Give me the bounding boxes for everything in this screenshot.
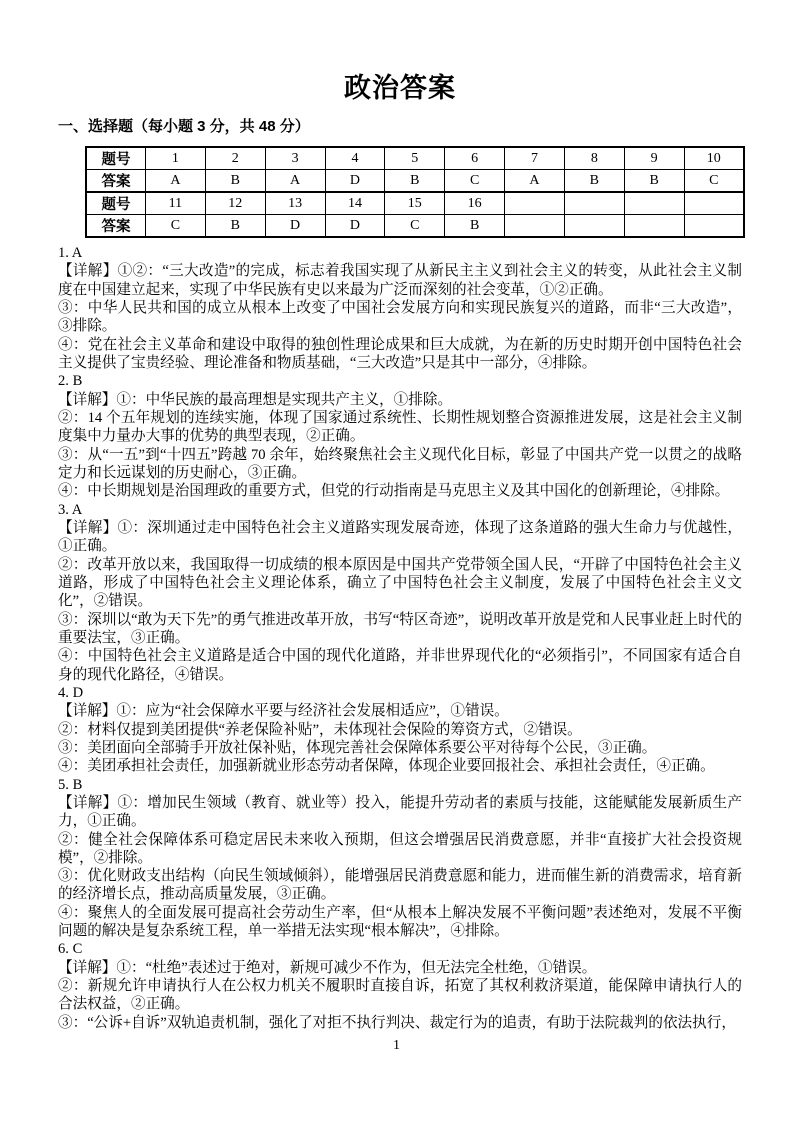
table-cell: 1 — [146, 147, 206, 170]
table-cell: B — [205, 170, 265, 193]
table-cell: B — [205, 215, 265, 238]
table-cell: D — [325, 170, 385, 193]
explanation-paragraph: ③：中华人民共和国的成立从根本上改变了中国社会发展方向和实现民族复兴的道路，而非“三大改造”，③排除。 — [58, 299, 742, 335]
explanation-paragraph: 【详解】①②：“三大改造”的完成，标志着我国实现了从新民主主义到社会主义的转变，从此社会主义制度在中国建立起来，实现了中华民族有史以来最为广泛而深刻的社会变革，①②正确。 — [58, 263, 742, 298]
answer-line: 3. A — [58, 501, 83, 518]
table-cell — [684, 215, 744, 238]
table-cell: 14 — [325, 192, 385, 215]
table-cell — [624, 215, 684, 238]
row-header: 题号 — [86, 147, 146, 170]
explanation-paragraph: ③：从“一五”到“十四五”跨越 70 余年，始终聚焦社会主义现代化目标，彰显了中国共产党一以贯之的战略定力和长远谋划的历史耐心，③正确。 — [58, 446, 742, 481]
table-cell: A — [146, 170, 206, 193]
row-header: 答案 — [86, 215, 146, 238]
explanation-paragraph: ④：中长期规划是治国理政的重要方式，但党的行动指南是马克思主义及其中国化的创新理论，④排除。 — [58, 483, 730, 500]
answer-line: 2. B — [58, 373, 83, 390]
table-row-answers-1 — [86, 170, 744, 193]
explanations-block — [58, 244, 742, 1032]
table-cell — [505, 192, 565, 215]
table-cell: 7 — [505, 147, 565, 170]
explanation-question-5 — [58, 776, 742, 941]
table-cell: 4 — [325, 147, 385, 170]
table-cell: B — [564, 170, 624, 193]
page-title: 政治答案 — [344, 73, 456, 103]
table-cell — [564, 192, 624, 215]
page-content — [58, 0, 742, 1032]
explanation-paragraph: 【详解】①：深圳通过走中国特色社会主义道路实现发展奇迹，体现了这条道路的强大生命力与优越性，①正确。 — [58, 519, 742, 555]
table-cell: 6 — [445, 147, 505, 170]
table-cell: 11 — [146, 192, 206, 215]
table-cell: 9 — [624, 147, 684, 170]
table-cell: B — [445, 215, 505, 238]
explanation-paragraph: ④：党在社会主义革命和建设中取得的独创性理论成果和巨大成就，为在新的历史时期开创中国特色社会主义提供了宝贵经验、理论准备和物质基础，“三大改造”只是其中一部分，④排除。 — [58, 336, 742, 371]
explanation-paragraph: ④：聚焦人的全面发展可提高社会劳动生产率，但“从根本上解决发展不平衡问题”表述绝对，发展不平衡问题的解决是复杂系统工程，单一举措无法实现“根本解决”，④排除。 — [58, 904, 742, 940]
explanation-paragraph: ②：新规允许申请执行人在公权力机关不履职时直接自诉，拓宽了其权利救济渠道，能保障申请执行人的合法权益，②正确。 — [58, 978, 742, 1013]
explanation-paragraph: ②：改革开放以来，我国取得一切成绩的根本原因是中国共产党带领全国人民，“开辟了中国特色社会主义道路，形成了中国特色社会主义理论体系，确立了中国特色社会主义制度，发展了中国特色社会主义文化”，②错误。 — [58, 556, 742, 610]
explanation-paragraph: ④：美团承担社会责任，加强新就业形态劳动者保障，体现企业要回报社会、承担社会责任，④正确。 — [58, 758, 715, 775]
explanation-paragraph: 【详解】①：“杜绝”表述过于绝对，新规可减少不作为，但无法完全杜绝，①错误。 — [58, 959, 597, 976]
explanation-paragraph: ③：“公诉+自诉”双轨追责机制，强化了对拒不执行判决、裁定行为的追责，有助于法院裁判的依法执行， — [58, 1014, 736, 1031]
explanation-question-1 — [58, 244, 742, 372]
table-cell: A — [505, 170, 565, 193]
answer-line: 5. B — [58, 776, 83, 793]
section-heading: 一、选择题（每小题 3 分，共 48 分） — [58, 118, 310, 135]
table-cell: 13 — [265, 192, 325, 215]
explanation-question-6 — [58, 940, 742, 1032]
table-cell: 10 — [684, 147, 744, 170]
answer-table — [85, 146, 745, 238]
table-row-answers-2 — [86, 215, 744, 238]
page-number: 1 — [393, 1038, 400, 1053]
table-cell: 2 — [205, 147, 265, 170]
table-cell: A — [265, 170, 325, 193]
table-cell: D — [265, 215, 325, 238]
explanation-question-4 — [58, 684, 742, 776]
table-cell — [684, 192, 744, 215]
explanation-paragraph: ④：中国特色社会主义道路是适合中国的现代化道路，并非世界现代化的“必须指引”，不同国家有适合自身的现代化路径，④错误。 — [58, 648, 742, 683]
table-cell: B — [624, 170, 684, 193]
table-cell: D — [325, 215, 385, 238]
answer-line: 6. C — [58, 941, 83, 958]
explanation-paragraph: 【详解】①：增加民生领域（教育、就业等）投入，能提升劳动者的素质与技能，这能赋能发展新质生产力，①正确。 — [58, 794, 742, 830]
answer-line: 4. D — [58, 684, 84, 701]
table-cell — [505, 215, 565, 238]
table-cell: 3 — [265, 147, 325, 170]
table-cell: 12 — [205, 192, 265, 215]
explanation-paragraph: 【详解】①：中华民族的最高理想是实现共产主义，①排除。 — [58, 391, 453, 408]
table-row-question-numbers-1 — [86, 147, 744, 170]
table-row-question-numbers-2 — [86, 192, 744, 215]
answer-line: 1. A — [58, 245, 83, 261]
row-header: 答案 — [86, 170, 146, 193]
table-cell: 16 — [445, 192, 505, 215]
table-cell: C — [146, 215, 206, 238]
table-cell: C — [684, 170, 744, 193]
explanation-paragraph: ③：深圳以“敢为天下先”的勇气推进改革开放，书写“特区奇迹”，说明改革开放是党和人民事业赶上时代的重要法宝，③正确。 — [58, 611, 742, 646]
table-cell: C — [445, 170, 505, 193]
table-cell — [564, 215, 624, 238]
table-cell: 8 — [564, 147, 624, 170]
explanation-paragraph: 【详解】①：应为“社会保障水平要与经济社会发展相适应”，①错误。 — [58, 703, 509, 720]
explanation-paragraph: ②：材料仅提到美团提供“养老保险补贴”，未体现社会保险的筹资方式，②错误。 — [58, 721, 582, 738]
explanation-question-2 — [58, 372, 742, 500]
explanation-paragraph: ②：健全社会保障体系可稳定居民未来收入预期，但这会增强居民消费意愿，并非“直接扩大社会投资规模”，②排除。 — [58, 831, 742, 866]
explanation-paragraph: ③：美团面向全部骑手开放社保补贴，体现完善社会保障体系要公平对待每个公民，③正确。 — [58, 739, 657, 756]
explanation-question-3 — [58, 501, 742, 684]
table-cell: B — [385, 170, 445, 193]
table-cell: 15 — [385, 192, 445, 215]
table-cell: C — [385, 215, 445, 238]
explanation-paragraph: ③：优化财政支出结构（向民生领域倾斜），能增强居民消费意愿和能力，进而催生新的消费需求，培育新的经济增长点，推动高质量发展，③正确。 — [58, 868, 742, 903]
table-cell: 5 — [385, 147, 445, 170]
row-header: 题号 — [86, 192, 146, 215]
explanation-paragraph: ②：14 个五年规划的连续实施，体现了国家通过系统性、长期性规划整合资源推进发展，这是社会主义制度集中力量办大事的优势的典型表现，②正确。 — [58, 409, 742, 445]
table-cell — [624, 192, 684, 215]
